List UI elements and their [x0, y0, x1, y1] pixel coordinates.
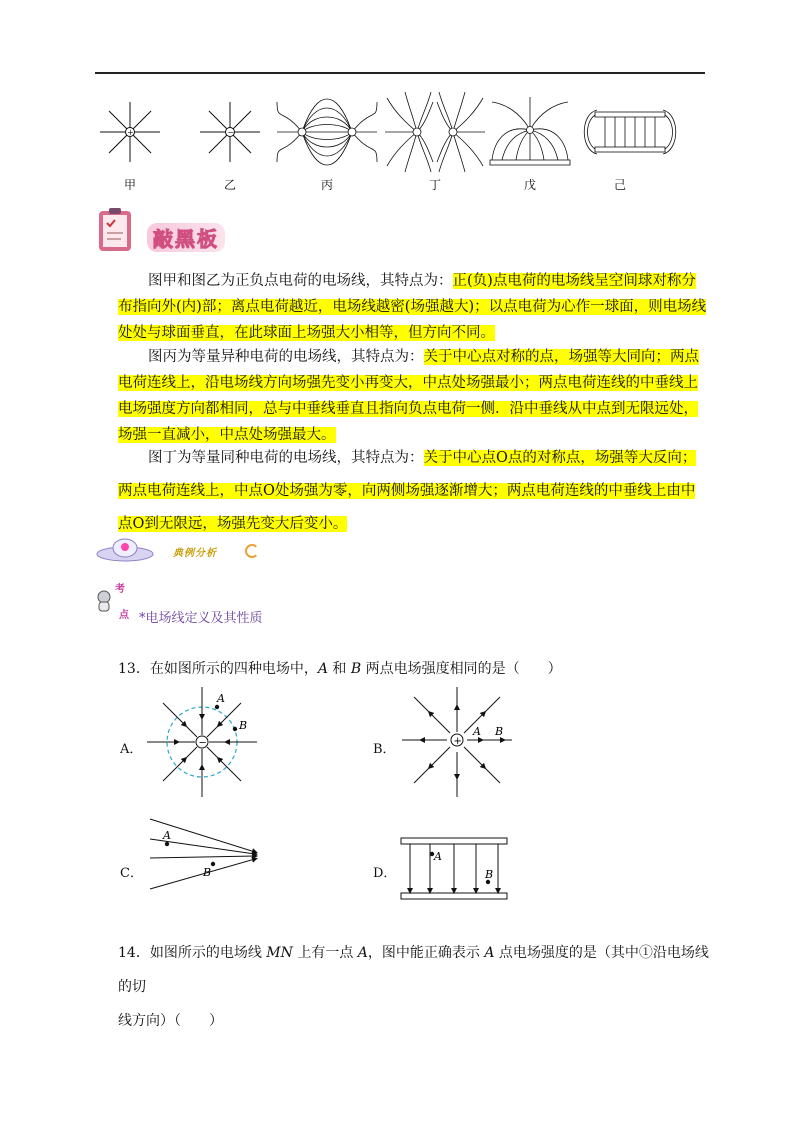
q13-option-a[interactable]: A． [120, 742, 143, 757]
p3-intro: 图丁为等量同种电荷的电场线，其特点为： [148, 450, 424, 466]
q14-var-mn: MN [266, 945, 293, 961]
q13-number: 13． [118, 661, 150, 677]
q14-number: 14． [118, 945, 150, 961]
astronaut-icon [95, 590, 113, 612]
badge-top-char: 考 [115, 584, 125, 595]
q13-a-point-b-label: B [239, 719, 248, 732]
figure-jia [100, 102, 160, 162]
badge-bottom-char: 点 [119, 610, 129, 621]
p1-intro: 图甲和图乙为正负点电荷的电场线，其特点为： [148, 273, 453, 289]
field-line-figures [95, 92, 705, 178]
paragraph-2 [118, 344, 708, 448]
q14-line-2: 线方向）（ ） [118, 1013, 223, 1029]
example-banner [95, 534, 265, 570]
svg-text:−: − [227, 128, 235, 137]
example-banner-title: 典例分析 [173, 548, 217, 559]
q13-figure-a [145, 685, 260, 800]
topic-row [95, 580, 395, 630]
knock-board-banner [95, 205, 235, 257]
caption-jia: 甲 [123, 178, 136, 192]
topic-badge [95, 580, 131, 626]
topic-label: *电场线定义及其性质 [139, 611, 263, 626]
header-rule [95, 72, 705, 74]
caption-yi: 乙 [223, 178, 236, 192]
figure-yi [200, 102, 260, 162]
q14-text-4: 点电场强度的是（其中①沿电场线的切 [118, 945, 709, 995]
q13-c-point-a-label: A [163, 829, 171, 842]
p2-intro: 图丙为等量异种电荷的电场线，其特点为： [148, 349, 424, 365]
paragraph-1 [118, 268, 708, 346]
q13-text-3: 两点电场强度相同的是（ ） [361, 661, 562, 677]
caption-bing: 丙 [320, 178, 333, 192]
q14-text-3: ，图中能正确表示 [367, 945, 485, 961]
p1-highlight: 正(负)点电荷的电场线呈空间球对称分布指向外(内)部；离点电荷越近，电场线越密(场强越大)；以点电荷为心作一球面，则电场线处处与球面垂直，在此球面上场强大小相等，但方向不同。 [118, 273, 707, 341]
svg-text:+: + [453, 736, 462, 747]
q13-figure-c [145, 814, 260, 894]
caption-ji: 己 [613, 178, 626, 192]
clipboard-icon [95, 205, 141, 255]
p3-highlight: 关于中心点O点的对称点，场强等大反向；两点电荷连线上，中点O处场强为零，向两侧场强逐渐增大；两点电荷连线的中垂线上由中点O到无限远，场强先变大后变小。 [118, 450, 697, 532]
question-14 [118, 936, 718, 1038]
q14-text-2: 上有一点 [292, 945, 358, 961]
q13-option-c[interactable]: C． [120, 866, 143, 881]
svg-text:+: + [127, 128, 134, 137]
caption-ding: 丁 [428, 178, 441, 192]
ufo-icon [95, 534, 155, 568]
q13-text-1: 在如图所示的四种电场中， [149, 661, 318, 677]
q13-d-point-b-label: B [485, 868, 494, 881]
svg-text:−: − [198, 737, 207, 749]
q13-figure-d [398, 836, 510, 906]
figure-ji [584, 110, 676, 154]
swirl-decoration [245, 544, 259, 558]
q13-a-point-a-label: A [217, 692, 225, 705]
q13-b-point-b-label: B [495, 725, 504, 738]
q13-var-a: A [317, 661, 328, 677]
q14-text-1: 如图所示的电场线 [149, 945, 267, 961]
paragraph-3 [118, 442, 708, 541]
q14-var-a: A [357, 945, 368, 961]
q13-b-point-a-label: A [473, 725, 481, 738]
banner-title: 敲黑板 [147, 223, 225, 252]
q13-var-b: B [350, 661, 362, 677]
q13-figure-b [400, 685, 515, 800]
p2-highlight: 关于中心点对称的点，场强等大同向；两点电荷连线上，沿电场线方向场强先变小再变大，中点处场强最小；两点电荷连线的中垂线上电场强度方向都相同，总与中垂线垂直且指向负点电荷一侧．沿中垂线从中点到无限远处，场强一直减小，中点处场强最大。 [118, 349, 699, 443]
figure-ding [385, 92, 485, 172]
q13-d-point-a-label: A [434, 850, 442, 863]
question-13 [118, 658, 562, 678]
q13-option-d[interactable]: D． [373, 866, 397, 881]
q14-var-a2: A [484, 945, 495, 961]
figure-bing [277, 99, 377, 165]
q13-text-2: 和 [327, 661, 351, 677]
caption-wu: 戊 [523, 178, 536, 192]
q13-c-point-b-label: B [203, 866, 212, 879]
q13-option-b[interactable]: B． [373, 742, 396, 757]
figure-wu [490, 97, 570, 165]
